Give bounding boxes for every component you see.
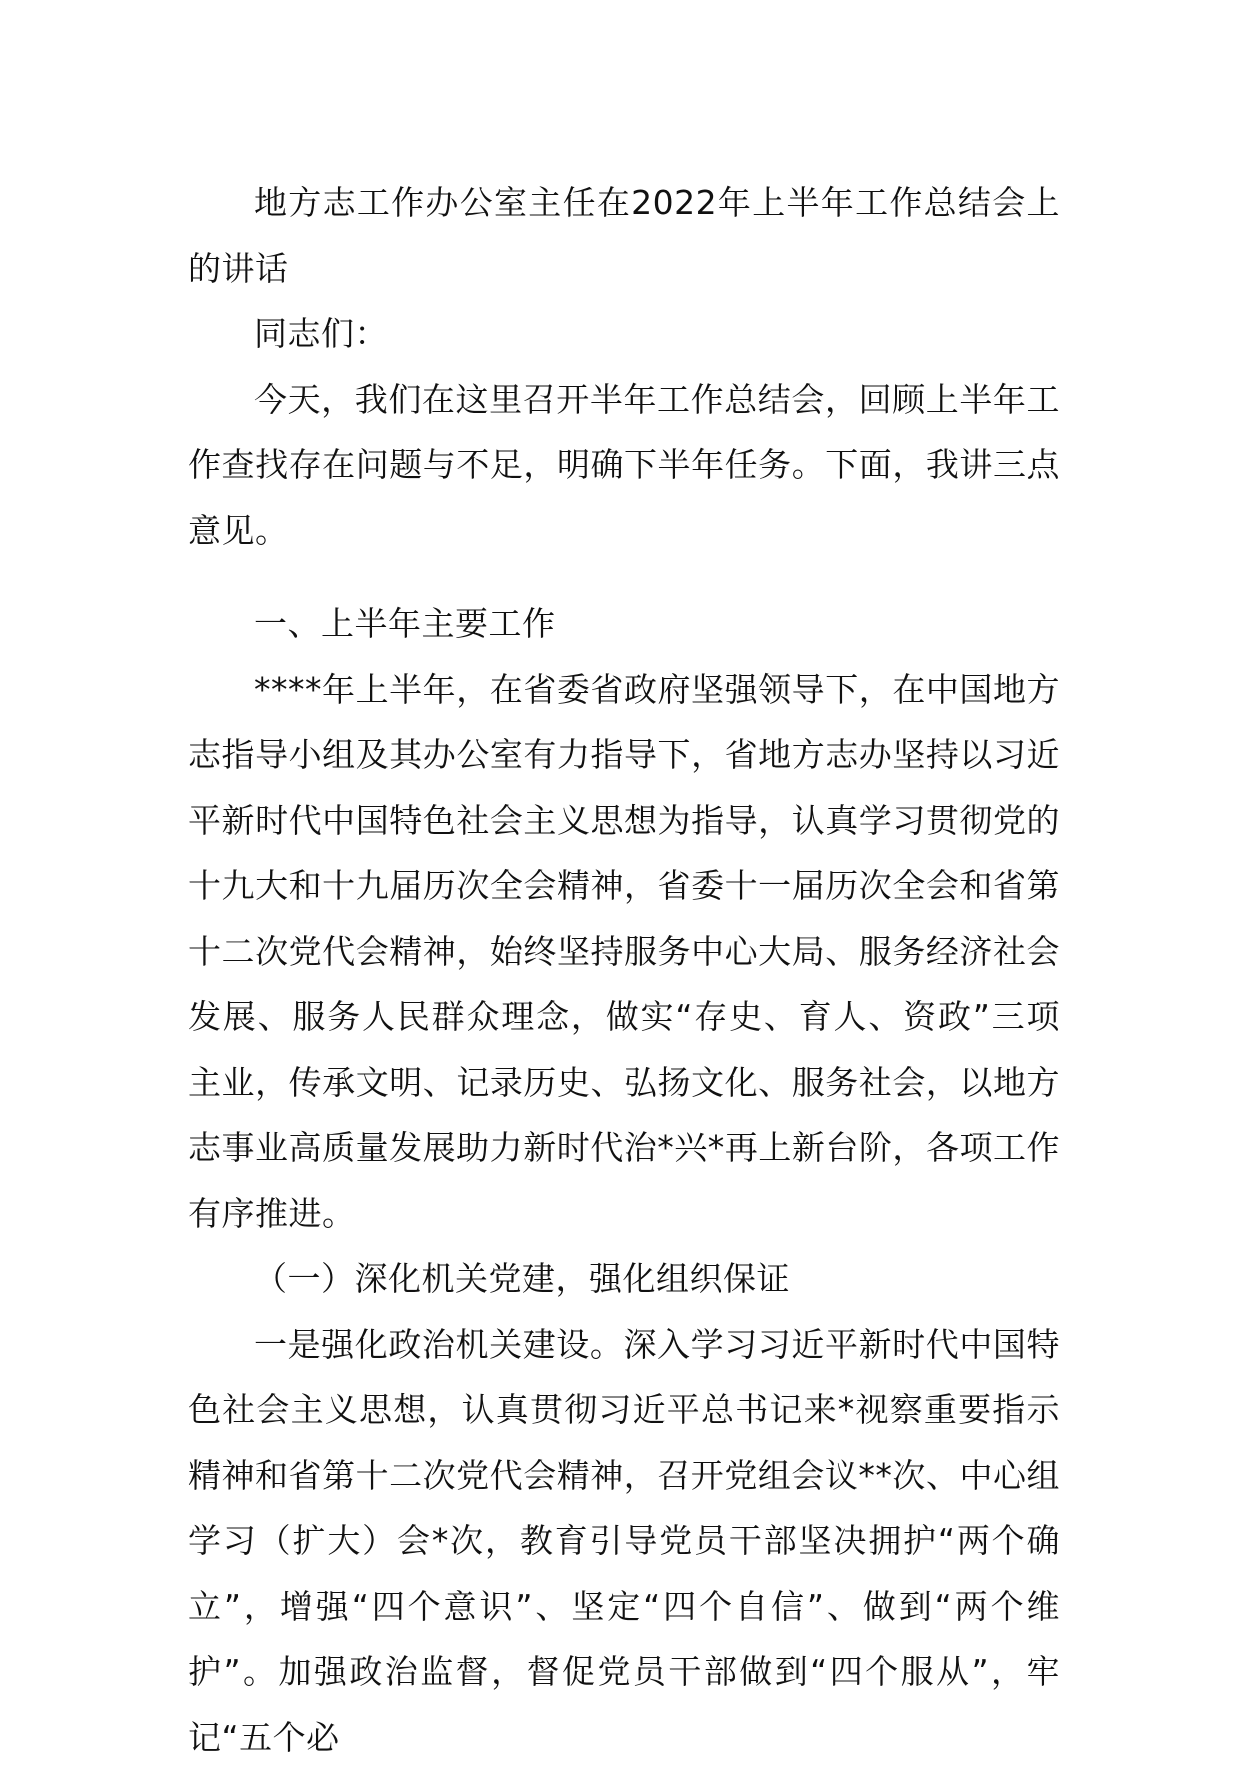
section-heading-1: 一、上半年主要工作 — [188, 591, 1060, 657]
document-title: 地方志工作办公室主任在2022年上半年工作总结会上的讲话 — [188, 170, 1060, 301]
intro-paragraph: 今天，我们在这里召开半年工作总结会，回顾上半年工作查找存在问题与不足，明确下半年任务。下面，我讲三点意见。 — [188, 367, 1060, 564]
body-paragraph: 一是强化政治机关建设。深入学习习近平新时代中国特色社会主义思想，认真贯彻习近平总书记来*视察重要指示精神和省第十二次党代会精神，召开党组会议**次、中心组学习（扩大）会*次，教育引导党员干部坚决拥护“两个确立”，增强“四个意识”、坚定“四个自信”、做到“两个维护”。加强政治监督，督促党员干部做到“四个服从”，牢记“五个必 — [188, 1312, 1060, 1770]
body-paragraph: ****年上半年，在省委省政府坚强领导下，在中国地方志指导小组及其办公室有力指导下，省地方志办坚持以习近平新时代中国特色社会主义思想为指导，认真学习贯彻党的十九大和十九届历次全会精神，省委十一届历次全会和省第十二次党代会精神，始终坚持服务中心大局、服务经济社会发展、服务人民群众理念，做实“存史、育人、资政”三项主业，传承文明、记录历史、弘扬文化、服务社会，以地方志事业高质量发展助力新时代治*兴*再上新台阶，各项工作有序推进。 — [188, 657, 1060, 1247]
subsection-heading-1: （一）深化机关党建，强化组织保证 — [188, 1246, 1060, 1312]
salutation: 同志们： — [188, 301, 1060, 367]
document-page — [188, 170, 1060, 1770]
